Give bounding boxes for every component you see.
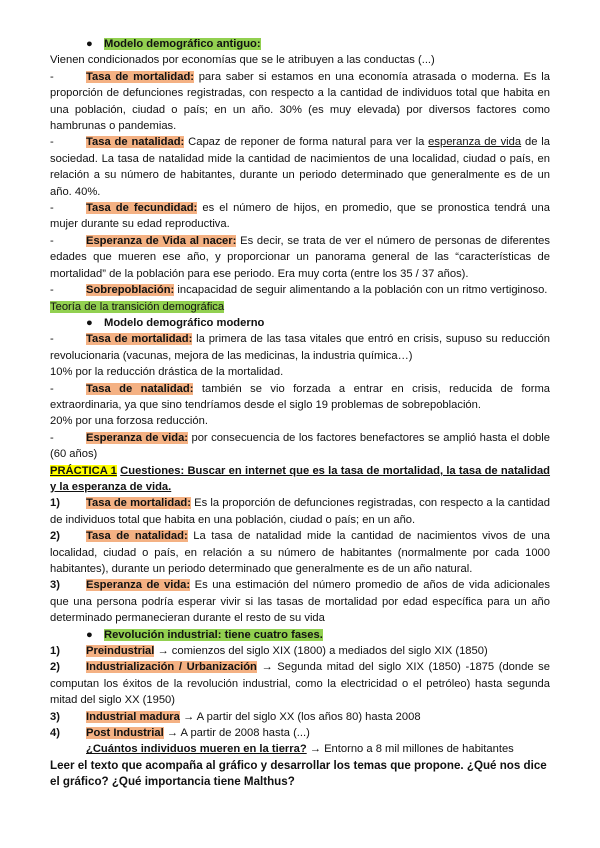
link-esperanza: esperanza de vida [428,136,522,149]
numbered-item: 1) Tasa de mortalidad: Es la proporción de defunciones registradas, con respecto a la cantidad de individuos total que habita en una población, ciudad o país; en un año. [50,497,550,526]
bullet-icon: ● [86,628,93,641]
list-item-note: 20% por una forzosa reducción. [50,415,208,428]
list-item: - Tasa de mortalidad: para saber si estamos en una economía atrasada o moderna. Es la proporción de defunciones registradas, con respecto a la cantidad de individuos total que habita en una población, ciudad o país; en un año. 30% (es muy elevada) por diversos factores como hambrunas o pandemias. [50,70,551,133]
list-item: - Esperanza de vida: por consecuencia de los factores benefactores se amplió hasta el doble (60 años) [50,431,550,461]
final-task: Leer el texto que acompaña al gráfico y desarrollar los temas que propone. ¿Qué nos dice el gráfico? ¿Qué importancia tiene Malthus? [50,758,547,789]
numbered-item: 2) Tasa de natalidad: La tasa de natalidad mide la cantidad de nacimientos vivos de una localidad, ciudad o país, en relación a su número de habitantes (normalmente por cada 1000 habitantes), durante un periodo determinado que generalmente es de un año natural. [50,530,550,575]
bullet-icon: ● [86,38,93,50]
section-heading-antiguo: ● Modelo demográfico antiguo: [50,36,550,52]
intro-paragraph: Vienen condicionados por economías que se le atribuyen a las conductas (...) [50,54,435,67]
numbered-item: 3) Esperanza de vida: Es una estimación del número promedio de años de vida adicionales que una persona podría esperar vivir si las tasas de mortalidad por edad específica para un año determinado permanecieran durante el resto de su vida [50,579,550,625]
list-item: - Tasa de natalidad: también se vio forzada a entrar en crisis, reducida de forma extraordinaria, ya que sino tendríamos desde el siglo 19 problemas de sobrepoblación. [50,382,550,411]
list-item: - Tasa de fecundidad: es el número de hijos, en promedio, que se pronostica tendrá una mujer durante su edad reproductiva. [50,202,550,231]
list-item: - Tasa de natalidad: Capaz de reponer de forma natural para ver la esperanza de vida de la sociedad. La tasa de natalidad mide la cantidad de nacimientos de una localidad, ciudad o país, en relación a su número de habitantes, durante un periodo determinado que generalmente es de un año. 40%. [50,136,551,198]
bullet-icon: ● [86,316,93,329]
list-item: - Esperanza de Vida al nacer: Es decir, se trata de ver el número de personas de diferentes edades que mueren ese año, y proporcionar un panorama general de las “características de mortalidad” de la población para ese periodo. Era muy corta (entre los 35 / 37 años). [50,234,550,280]
population-question: ¿Cuántos individuos mueren en la tierra? → Entorno a 8 mil millones de habitantes [86,743,514,756]
list-item-note: 10% por la reducción drástica de la mortalidad. [50,366,284,379]
section-heading-revolucion: ● Revolución industrial: tiene cuatro fases. [50,627,550,643]
numbered-item: 4) Post Industrial → A partir de 2008 hasta (...) [50,727,310,740]
numbered-item: 1) Preindustrial → comienzos del siglo XIX (1800) a mediados del siglo XIX (1850) [50,645,488,658]
list-item: - Sobrepoblación: incapacidad de seguir alimentando a la población con un ritmo vertiginoso. [50,284,548,297]
practice-heading: PRÁCTICA 1 Cuestiones: Buscar en internet que es la tasa de mortalidad, la tasa de natalidad y la esperanza de vida. [50,464,551,493]
section-heading-transicion: Teoría de la transición demográfica [50,300,225,313]
numbered-item: 3) Industrial madura → A partir del siglo XX (los años 80) hasta 2008 [50,710,421,723]
list-item: - Tasa de mortalidad: la primera de las tasa vitales que entró en crisis, supuso su reducción revolucionaria (vacunas, mejora de las medicinas, la industria química…) [50,333,550,362]
numbered-item: 2) Industrialización / Urbanización → Segunda mitad del siglo XIX (1850) -1875 (donde se computan los éxitos de la revolución industrial, como la electricidad o el petróleo) hasta segunda mitad del siglo XX (1950) [50,661,550,707]
section-heading-moderno: ● Modelo demográfico moderno [50,315,550,331]
